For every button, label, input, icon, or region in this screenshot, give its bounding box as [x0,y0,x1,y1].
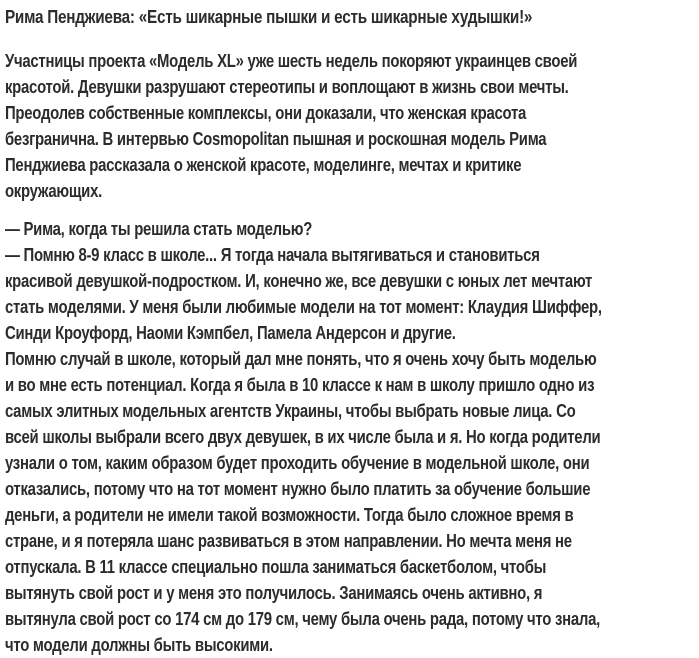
text-line: и во мне есть потенциал. Когда я была в 10 классе к нам в школу пришло одно из [4,375,595,395]
text-line: отказались, потому что на тот момент нужно было платить за обучение большие [4,479,591,499]
text-line: безгранична. В интервью Cosmopolitan пышная и роскошная модель Рима [4,129,547,149]
text-line: Помню случай в школе, который дал мне понять, что я очень хочу быть моделью [4,349,597,369]
page-title: Рима Пенджиева: «Есть шикарные пышки и есть шикарные худышки!» [4,6,533,27]
text-line: Синди Кроуфорд, Наоми Кэмпбел, Памела Андерсон и другие. [4,323,456,343]
text-line: Преодолев собственные комплексы, они доказали, что женская красота [4,103,527,123]
text-line: вытянуть свой рост и у меня это получилось. Занимаясь очень активно, я [4,583,543,603]
intro-paragraph [5,48,699,204]
text-line: вытянула свой рост со 174 см до 179 см, чему была очень рада, потому что знала, [4,609,601,629]
interview-question: — Рима, когда ты решила стать моделью? [4,219,313,239]
text-line: красотой. Девушки разрушают стереотипы и воплощают в жизнь свои мечты. [4,77,569,97]
text-line: Пенджиева рассказала о женской красоте, моделинге, мечтах и критике [4,155,522,175]
interview-answer [5,242,699,658]
text-line: — Помню 8-9 класс в школе... Я тогда начала вытягиваться и становиться [4,245,540,265]
text-line: красивой девушкой-подростком. И, конечно же, все девушки с юных лет мечтают [4,271,593,291]
text-line: узнали о том, каким образом будет проходить обучение в модельной школе, они [4,453,590,473]
text-line: Участницы проекта «Модель XL» уже шесть недель покоряют украинцев своей [4,51,578,71]
text-line: окружающих. [4,181,102,201]
text-line: стране, и я потеряла шанс развиваться в этом направлении. Но мечта меня не [4,531,572,551]
text-line: всей школы выбрали всего двух девушек, в их числе была и я. Но когда родители [4,427,601,447]
text-line: деньги, а родители не имели такой возможности. Тогда было сложное время в [4,505,574,525]
interview-block [5,216,699,658]
text-line: отпускала. В 11 классе специально пошла заниматься баскетболом, чтобы [4,557,547,577]
text-line: самых элитных модельных агентств Украины, чтобы выбрать новые лица. Со [4,401,576,421]
text-line: что модели должны быть высокими. [4,635,273,655]
text-line: стать моделями. У меня были любимые модели на тот момент: Клаудия Шиффер, [4,297,602,317]
